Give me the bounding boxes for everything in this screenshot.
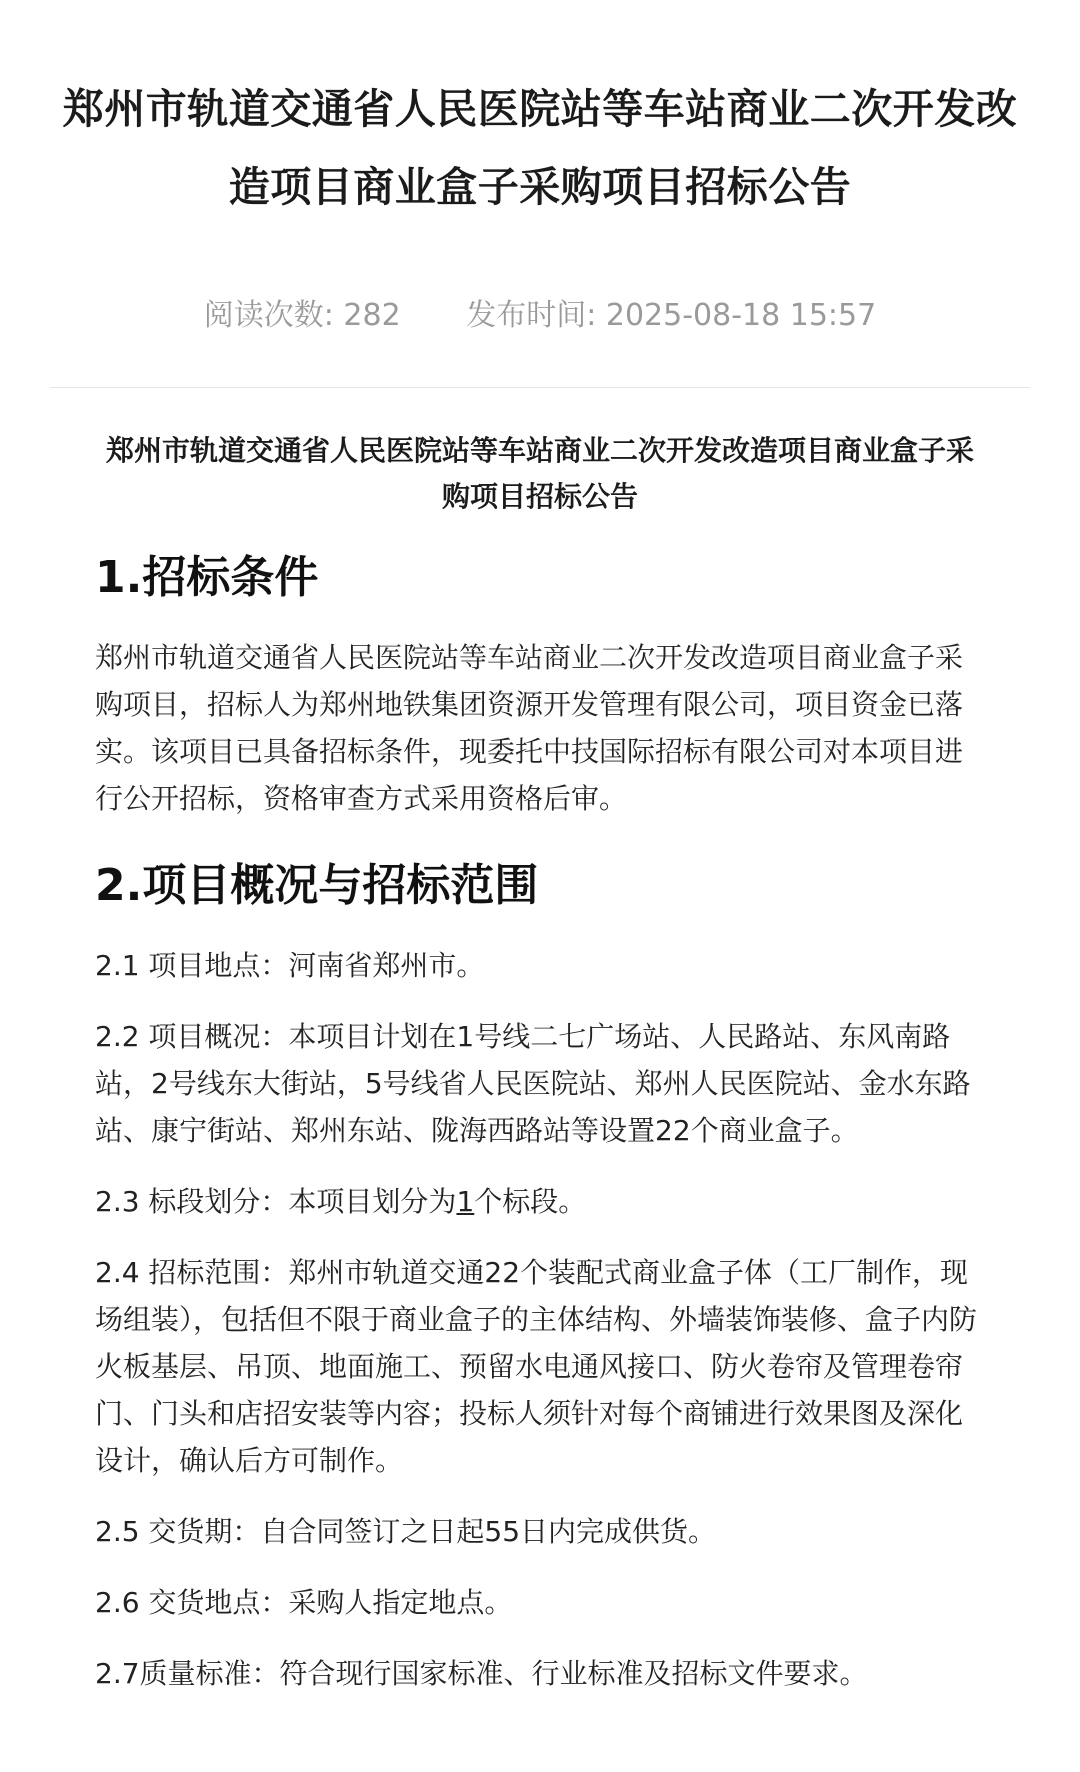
page-header	[0, 0, 1080, 388]
item-2-5: 2.5 交货期：自合同签订之日起55日内完成供货。	[95, 1515, 717, 1548]
item-2-2: 2.2 项目概况：本项目计划在1号线二七广场站、人民路站、东风南路站，2号线东大街站，5号线省人民医院站、郑州人民医院站、金水东路站、康宁街站、郑州东站、陇海西路站等设置22个商业盒子。	[95, 1020, 971, 1147]
item-2-3-lot-count: 1	[456, 1185, 475, 1218]
item-2-3-suffix: 个标段。	[474, 1185, 587, 1218]
item-2-3-prefix: 2.3 标段划分：本项目划分为	[95, 1185, 457, 1218]
section-heading-1: 1.招标条件	[95, 552, 319, 603]
header-divider	[50, 387, 1030, 388]
item-2-1: 2.1 项目地点：河南省郑州市。	[95, 949, 485, 982]
page-title: 郑州市轨道交通省人民医院站等车站商业二次开发改造项目商业盒子采购项目招标公告	[62, 85, 1018, 211]
section-1-body: 郑州市轨道交通省人民医院站等车站商业二次开发改造项目商业盒子采购项目，招标人为郑州地铁集团资源开发管理有限公司，项目资金已落实。该项目已具备招标条件，现委托中技国际招标有限公司对本项目进行公开招标，资格审查方式采用资格后审。	[95, 641, 964, 815]
publish-time: 发布时间: 2025-08-18 15:57	[466, 298, 877, 333]
meta-info	[0, 292, 1080, 340]
item-2-6: 2.6 交货地点：采购人指定地点。	[95, 1586, 513, 1619]
article-title: 郑州市轨道交通省人民医院站等车站商业二次开发改造项目商业盒子采购项目招标公告	[105, 434, 974, 513]
item-2-4: 2.4 招标范围：郑州市轨道交通22个装配式商业盒子体（工厂制作，现场组装），包括但不限于商业盒子的主体结构、外墙装饰装修、盒子内防火板基层、吊顶、地面施工、预留水电通风接口、防火卷帘及管理卷帘门、门头和店招安装等内容；投标人须针对每个商铺进行效果图及深化设计，确认后方可制作。	[95, 1256, 978, 1477]
article-body	[95, 428, 985, 1697]
item-2-3	[95, 1178, 985, 1225]
item-2-7: 2.7质量标准：符合现行国家标准、行业标准及招标文件要求。	[95, 1657, 868, 1690]
section-heading-2: 2.项目概况与招标范围	[95, 860, 539, 911]
read-count: 阅读次数: 282	[203, 298, 401, 333]
